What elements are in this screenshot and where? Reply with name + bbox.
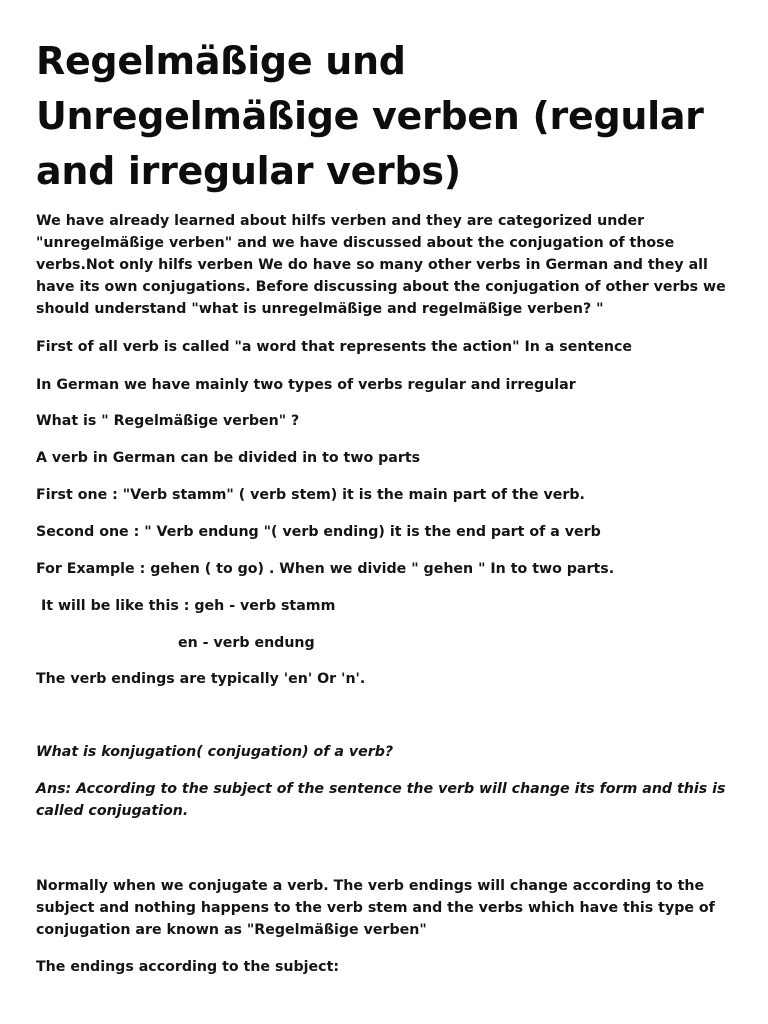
conjugation-answer: Ans: According to the subject of the sentence the verb will change its form and this is called conjugation. — [36, 781, 726, 819]
typical-endings-paragraph: The verb endings are typically 'en' Or 'n'. — [36, 671, 366, 687]
page-title: Regelmäßige und Unregelmäßige verben (regular and irregular verbs) — [36, 39, 704, 193]
regular-conjugation-paragraph: Normally when we conjugate a verb. The verb endings will change according to the subject and nothing happens to the verb stem and the verbs which have this type of conjugation are known as "Regelmäßige verben" — [36, 878, 715, 938]
verb-parts-paragraph: A verb in German can be divided in to two parts — [36, 450, 421, 466]
example-ending-line: en - verb endung — [178, 635, 315, 651]
regular-verbs-question: What is " Regelmäßige verben" ? — [36, 413, 300, 429]
endings-heading: The endings according to the subject: — [36, 959, 340, 975]
verb-ending-paragraph: Second one : " Verb endung "( verb ending) it is the end part of a verb — [36, 524, 601, 540]
conjugation-question: What is konjugation( conjugation) of a verb? — [36, 744, 394, 760]
verb-stem-paragraph: First one : "Verb stamm" ( verb stem) it is the main part of the verb. — [36, 487, 585, 503]
example-paragraph: For Example : gehen ( to go) . When we divide " gehen " In to two parts. — [36, 561, 615, 577]
verb-definition-paragraph: First of all verb is called "a word that represents the action" In a sentence — [36, 339, 632, 355]
example-stem-line: It will be like this : geh - verb stamm — [36, 598, 336, 614]
verb-types-paragraph: In German we have mainly two types of verbs regular and irregular — [36, 377, 576, 393]
intro-paragraph: We have already learned about hilfs verben and they are categorized under "unregelmäßige verben" and we have discussed about the conjugation of those verbs.Not only hilfs verben We do have so many other verbs in German and they all have its own conjugations. Before discussing about the conjugation of other verbs we should understand "what is unregelmäßige and regelmäßige verben? " — [36, 213, 726, 317]
